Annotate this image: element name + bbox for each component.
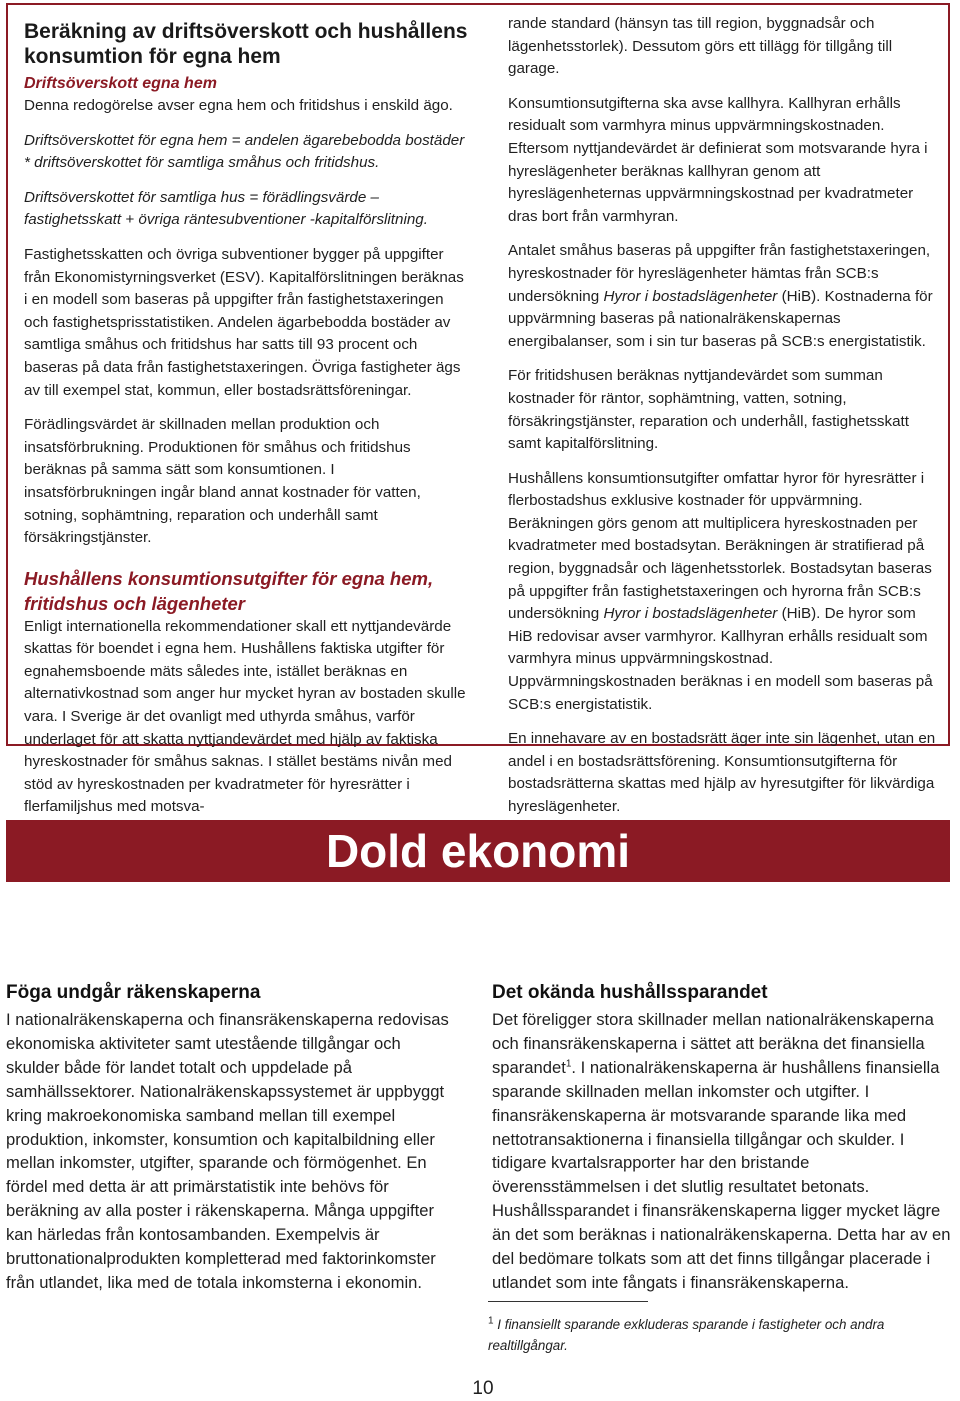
section-text xyxy=(492,1008,954,1295)
footnote-text: I finansiellt sparande exkluderas sparande i fastigheter och andra realtillgångar. xyxy=(488,1317,885,1353)
text-run: Antalet småhus baseras på uppgifter från fastighetstaxeringen, hyreskostnader för hyreslägenheter hämtas från SCB:s undersökning xyxy=(508,242,931,305)
subheading-driftsoverskott: Driftsöverskott egna hem xyxy=(24,75,217,92)
formula-samtliga-hus: Driftsöverskottet för samtliga hus = förädlingsvärde – fastighetsskatt + övriga räntesubventioner -kapitalförslitning. xyxy=(24,188,428,229)
section-heading: Det okända hushållssparandet xyxy=(492,982,768,1003)
paragraph: Denna redogörelse avser egna hem och fritidshus i enskild ägo. xyxy=(24,97,453,114)
page-number: 10 xyxy=(472,1378,494,1399)
text-run: . I nationalräkenskaperna är hushållens finansiella sparande skillnaden mellan inkomster och utgifter. I finansräkenskaperna är motsvarande sparande lika med nettotransaktionerna i finansiella tillgångar och skulder. I tidigare kvartalsrapporter har den bristande överensstämmelsen i det slutlig resultatet betonats. Hushållssparandet i finansräkenskaperna ligger mycket lägre än det som beräknas i nationalräkenskaperna. Detta har av en del bedömare tolkats som att det finns tillgångar placerade i utlandet som inte fångats i finansräkenskaperna. xyxy=(492,1057,951,1292)
subheading-konsumtionsutgifter: Hushållens konsumtionsutgifter för egna hem, fritidshus och lägenheter xyxy=(24,567,434,614)
section-banner: Dold ekonomi xyxy=(6,820,950,882)
section-hushallssparandet xyxy=(492,978,954,1295)
paragraph xyxy=(508,240,944,353)
section-text: I nationalräkenskaperna och finansräkenskaperna redovisas ekonomiska aktiviteter samt utestående tillgångar och skulder både för landet totalt och uppdelade på samhällssektorer. Nationalräkenskapssystemet är uppbyggt kring makroekonomiska samband mellan till exempel produktion, inkomster, konsumtion och kapitalbildning eller mellan inkomster, utgifter, sparande och förmögenhet. En fördel med detta är att primärstatistik inte behövs för beräkning av alla poster i räkenskaperna. Många uppgifter kan härledas från kontosambanden. Exempelvis är bruttonationalprodukten kompletterad med faktorinkomster från utlandet, lika med de totala inkomsterna i ekonomin. xyxy=(6,1010,449,1292)
text-run: (HiB). De hyror som HiB redovisar avser varmhyror. Kallhyran erhålls residualt som varmhyra minus uppvärmningskostnad. Uppvärmningskostnaden beräknas i en modell som baseras på SCB:s energistatistik. xyxy=(508,605,933,713)
text-run: Det föreligger stora skillnader mellan nationalräkenskaperna och finansräkenskaperna i sättet att beräkna det finansiella sparandet xyxy=(492,1010,934,1077)
survey-name: Hyror i bostadslägenheter xyxy=(603,287,778,305)
footnote-number: 1 xyxy=(488,1315,494,1327)
section-heading: Föga undgår räkenskaperna xyxy=(6,982,261,1003)
section-foga-undgar xyxy=(6,978,456,1295)
info-box xyxy=(6,3,950,816)
paragraph: Förädlingsvärdet är skillnaden mellan produktion och insatsförbrukning. Produktionen för småhus och fritidshus beräknas på samma sätt som konsumtionen. I insatsförbrukningen ingår bland annat kostnader för vatten, sotning, sophämtning, reparation och underhåll samt försäkringstjänster. xyxy=(24,416,421,547)
paragraph: Konsumtionsutgifterna ska avse kallhyra. Kallhyran erhålls residualt som varmhyra minus uppvärmningskostnaden. Eftersom nyttjandevärdet är definierat som motsvarande hyra i hyreslägenheter beräknas kallhyran genom att hyreslägenheternas uppvärmningskostnad per kvadratmeter dras bort från varmhyran. xyxy=(508,94,928,225)
paragraph: Fastighetsskatten och övriga subventioner bygger på uppgifter från Ekonomistyrningsverket (ESV). Kapitalförslitningen beräknas i en modell som baseras på uppgifter från fastighetstaxeringen och fastighetsprisstatistiken. Andelen ägarbebodda bostäder av samtliga småhus och fritidshus har satts till 93 procent och baseras på data från fastighetstaxeringen. Övriga fastigheter ägs av till exempel stat, kommun, eller bostadsrättsföreningar. xyxy=(24,245,464,399)
paragraph: För fritidshusen beräknas nyttjandevärdet som summan kostnader för räntor, sophämtning, vatten, sotning, försäkringstjänster, reparation och underhåll, fastighetsskatt samt kapitalförslitning. xyxy=(508,367,909,453)
paragraph xyxy=(508,468,944,717)
formula-egna-hem: Driftsöverskottet för egna hem = andelen ägarebebodda bostäder * driftsöverskottet för samtliga småhus och fritidshus. xyxy=(24,131,465,172)
footnote-reference[interactable]: 1 xyxy=(565,1058,572,1070)
paragraph: rande standard (hänsyn tas till region, byggnadsår och lägenhetsstorlek). Dessutom görs ett tillägg för tillgång till garage. xyxy=(508,15,893,78)
text-run: Hushållens konsumtionsutgifter omfattar hyror för hyresrätter i flerbostadshus exklusive kostnader för uppvärmning. Beräkningen görs genom att multiplicera hyreskostnaden per kvadratmeter med bostadsytan. Beräkningen är stratifierad på region, byggnadsår och lägenhetsstorlek. Bostadsytan baseras på uppgifter från fastighetstaxeringen och hyrorna från SCB:s undersökning xyxy=(508,469,932,623)
text-run: (HiB). Kostnaderna för uppvärmning baseras på nationalräkenskapernas energibalanser, som i sin tur baseras på SCB:s energistatistik. xyxy=(508,287,933,350)
info-box-right-column xyxy=(508,13,944,831)
box-title: Beräkning av driftsöverskott och hushållens konsumtion för egna hem xyxy=(24,20,468,68)
paragraph: Enligt internationella rekommendationer skall ett nyttjandevärde skattas för boendet i egna hem. Hushållens faktiska utgifter för egnahemsboende mäts således inte, istället beräknas en alternativkostnad som anger hur mycket hyran av bostaden skulle vara. I Sverige är det ovanligt med uthyrda småhus, varför underlaget för att skatta nyttjandevärdet med hjälp av faktiska hyreskostnader för småhus saknas. I stället bestäms nivån med stöd av hyreskostnaden per kvadratmeter för hyresrätter i flerfamiljshus med motsva- xyxy=(24,617,466,816)
survey-name: Hyror i bostadslägenheter xyxy=(603,605,778,623)
info-box-left-column xyxy=(24,13,468,831)
paragraph: En innehavare av en bostadsrätt äger inte sin lägenhet, utan en andel i en bostadsrättsförening. Konsumtionsutgifterna för bostadsrätterna skattas med hjälp av hyresutgifter för likvärdiga hyreslägenheter. xyxy=(508,730,936,815)
footnote xyxy=(488,1314,928,1356)
footnote-divider xyxy=(488,1301,648,1302)
